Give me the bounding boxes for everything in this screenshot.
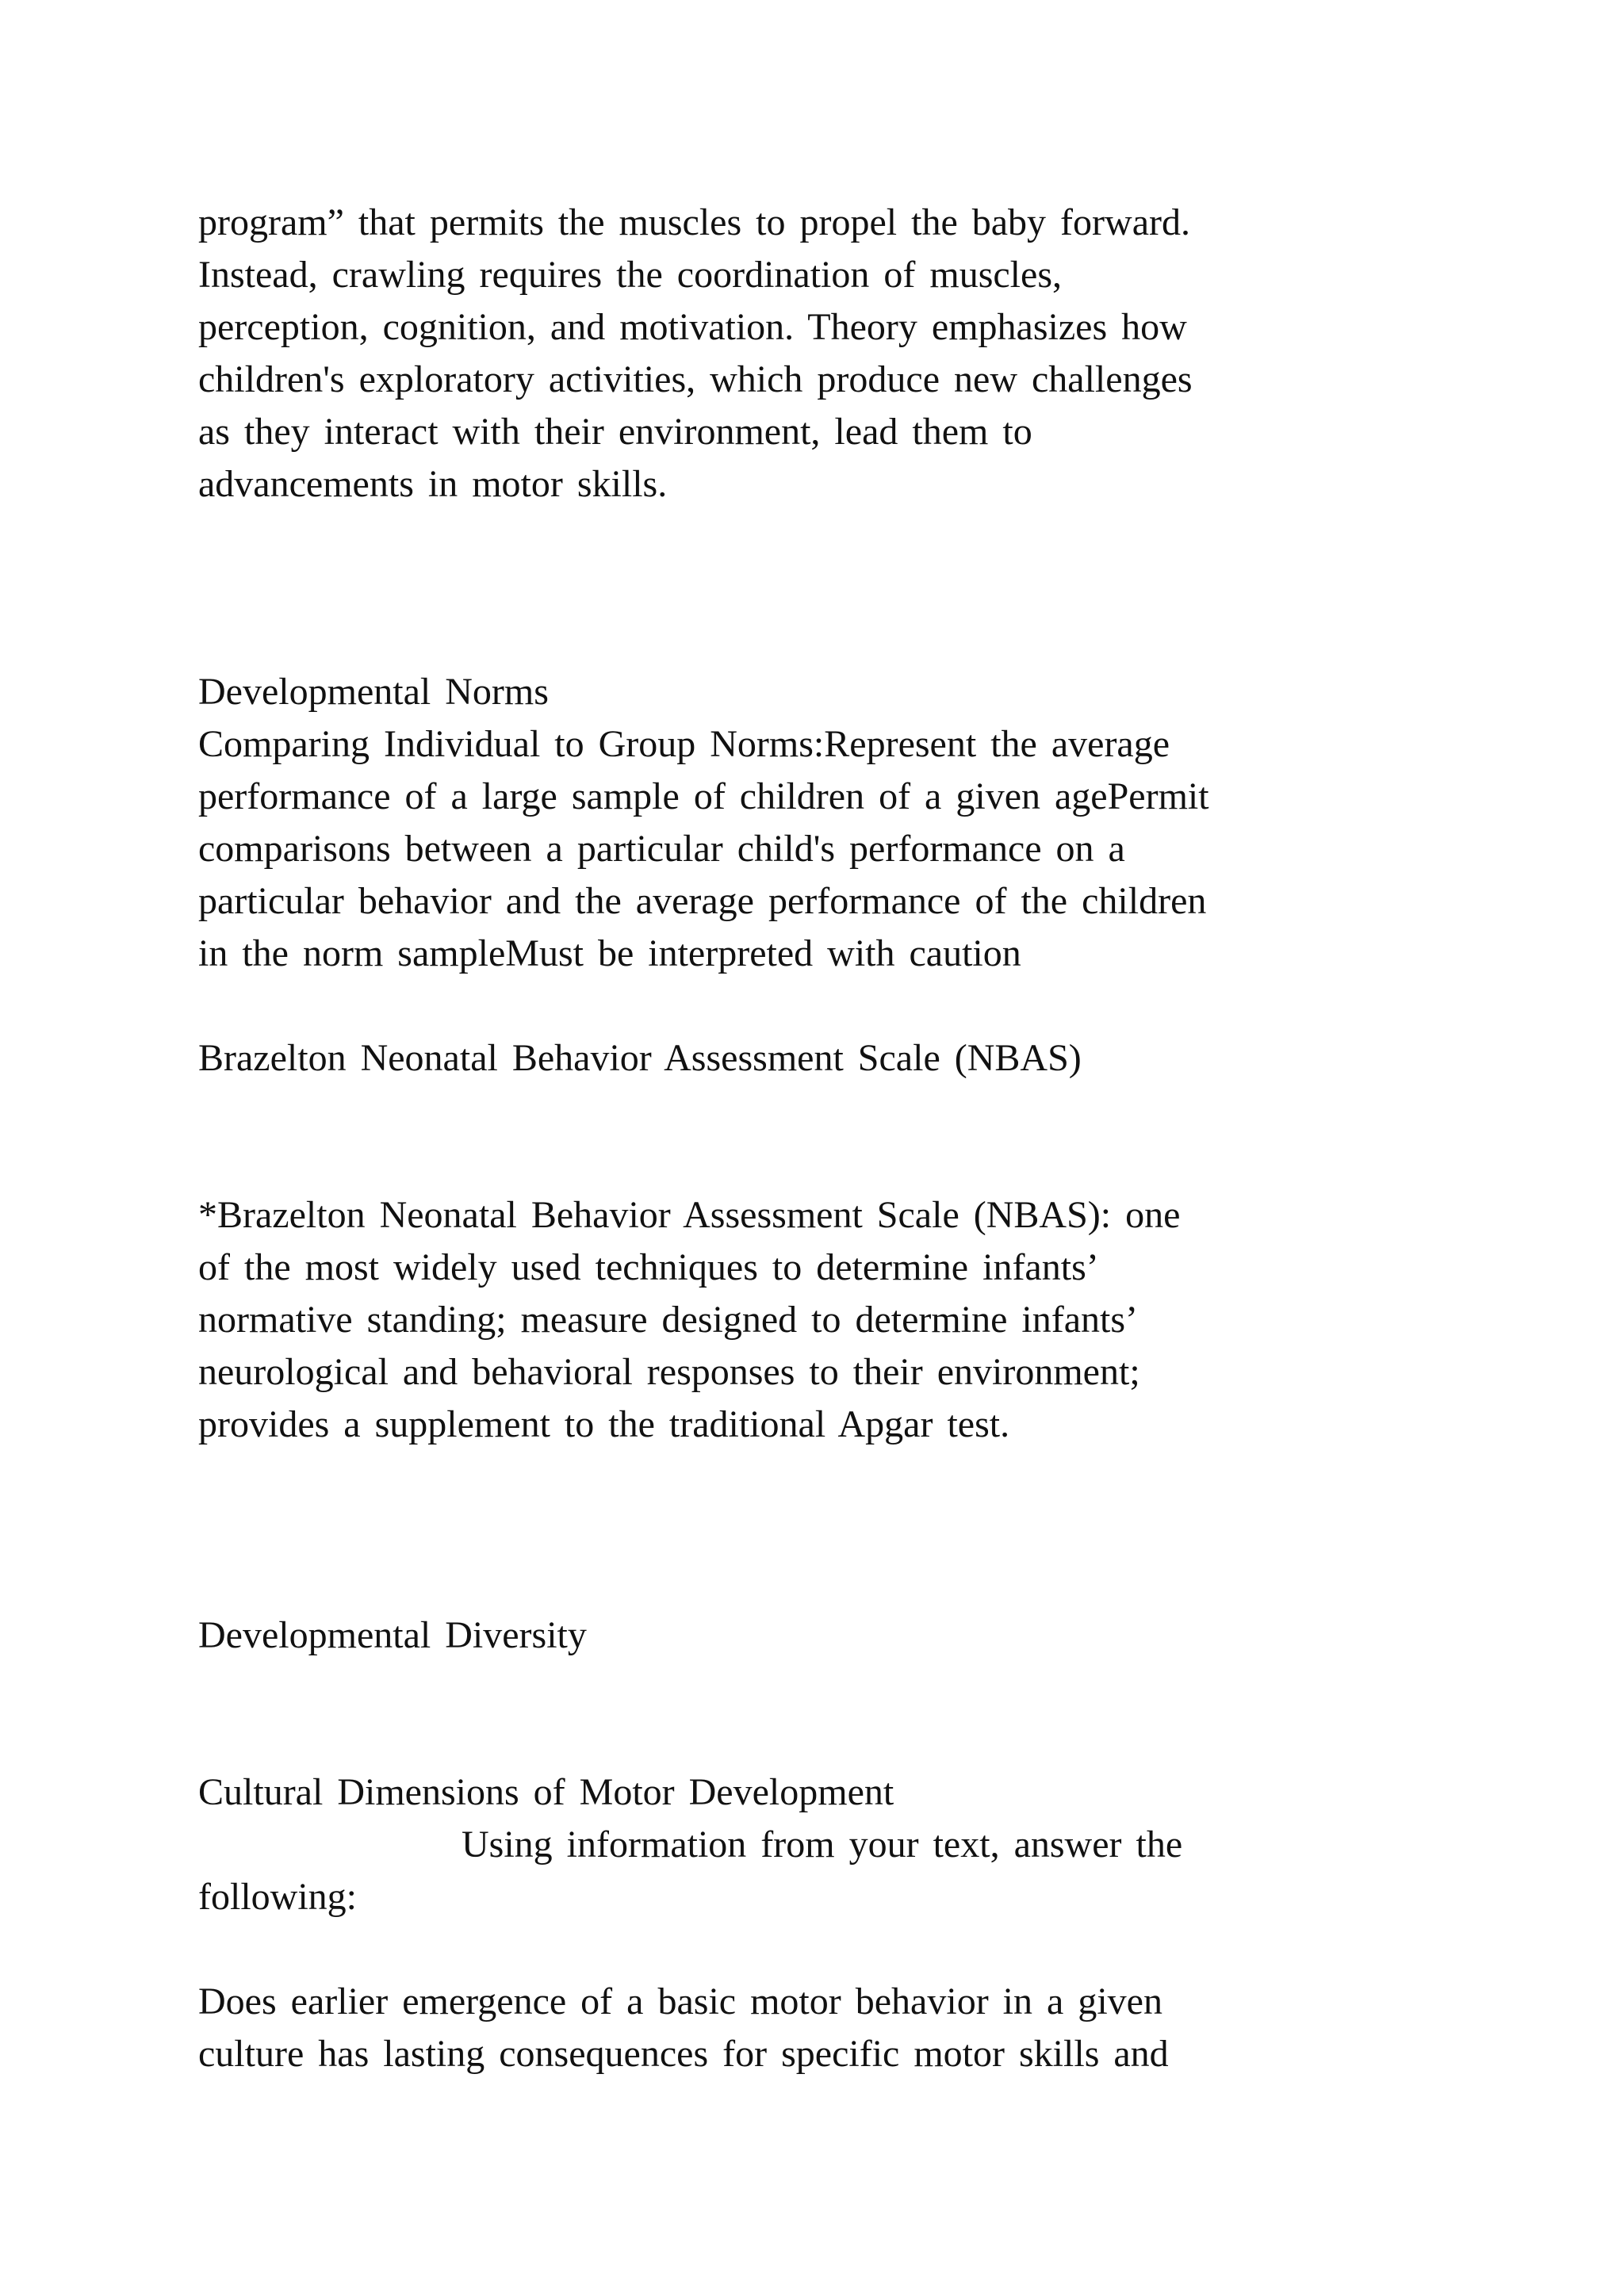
paragraph-line: Instead, crawling requires the coordination of muscles, bbox=[198, 254, 1062, 296]
nbas-definition-line: *Brazelton Neonatal Behavior Assessment Scale (NBAS): one bbox=[198, 1194, 1181, 1236]
nbas-definition-line: provides a supplement to the traditional Apgar test. bbox=[198, 1403, 1010, 1445]
norms-line: comparisons between a particular child's performance on a bbox=[198, 828, 1125, 870]
instruction-line: Using information from your text, answer the bbox=[462, 1823, 1183, 1866]
nbas-definition-line: neurological and behavioral responses to their environment; bbox=[198, 1351, 1140, 1393]
paragraph-line: as they interact with their environment, lead them to bbox=[198, 411, 1032, 453]
norms-line: particular behavior and the average performance of the children bbox=[198, 880, 1207, 922]
paragraph-line: advancements in motor skills. bbox=[198, 463, 668, 505]
paragraph-line: children's exploratory activities, which produce new challenges bbox=[198, 358, 1193, 400]
nbas-definition-line: normative standing; measure designed to determine infants’ bbox=[198, 1299, 1138, 1341]
paragraph-line: perception, cognition, and motivation. Theory emphasizes how bbox=[198, 306, 1187, 348]
section-heading-norms: Developmental Norms bbox=[198, 671, 549, 713]
section-heading-diversity: Developmental Diversity bbox=[198, 1614, 587, 1656]
nbas-title: Brazelton Neonatal Behavior Assessment Scale (NBAS) bbox=[198, 1037, 1082, 1079]
nbas-definition-line: of the most widely used techniques to determine infants’ bbox=[198, 1246, 1099, 1288]
question-line: Does earlier emergence of a basic motor behavior in a given bbox=[198, 1980, 1162, 2022]
question-line: culture has lasting consequences for specific motor skills and bbox=[198, 2033, 1169, 2075]
instruction-line-continued: following: bbox=[198, 1876, 357, 1918]
norms-line: performance of a large sample of children of a given agePermit bbox=[198, 775, 1209, 817]
norms-line: in the norm sampleMust be interpreted with caution bbox=[198, 932, 1021, 974]
paragraph-line: program” that permits the muscles to propel the baby forward. bbox=[198, 201, 1190, 243]
norms-line: Comparing Individual to Group Norms:Represent the average bbox=[198, 723, 1170, 765]
section-heading-cultural: Cultural Dimensions of Motor Development bbox=[198, 1771, 894, 1813]
